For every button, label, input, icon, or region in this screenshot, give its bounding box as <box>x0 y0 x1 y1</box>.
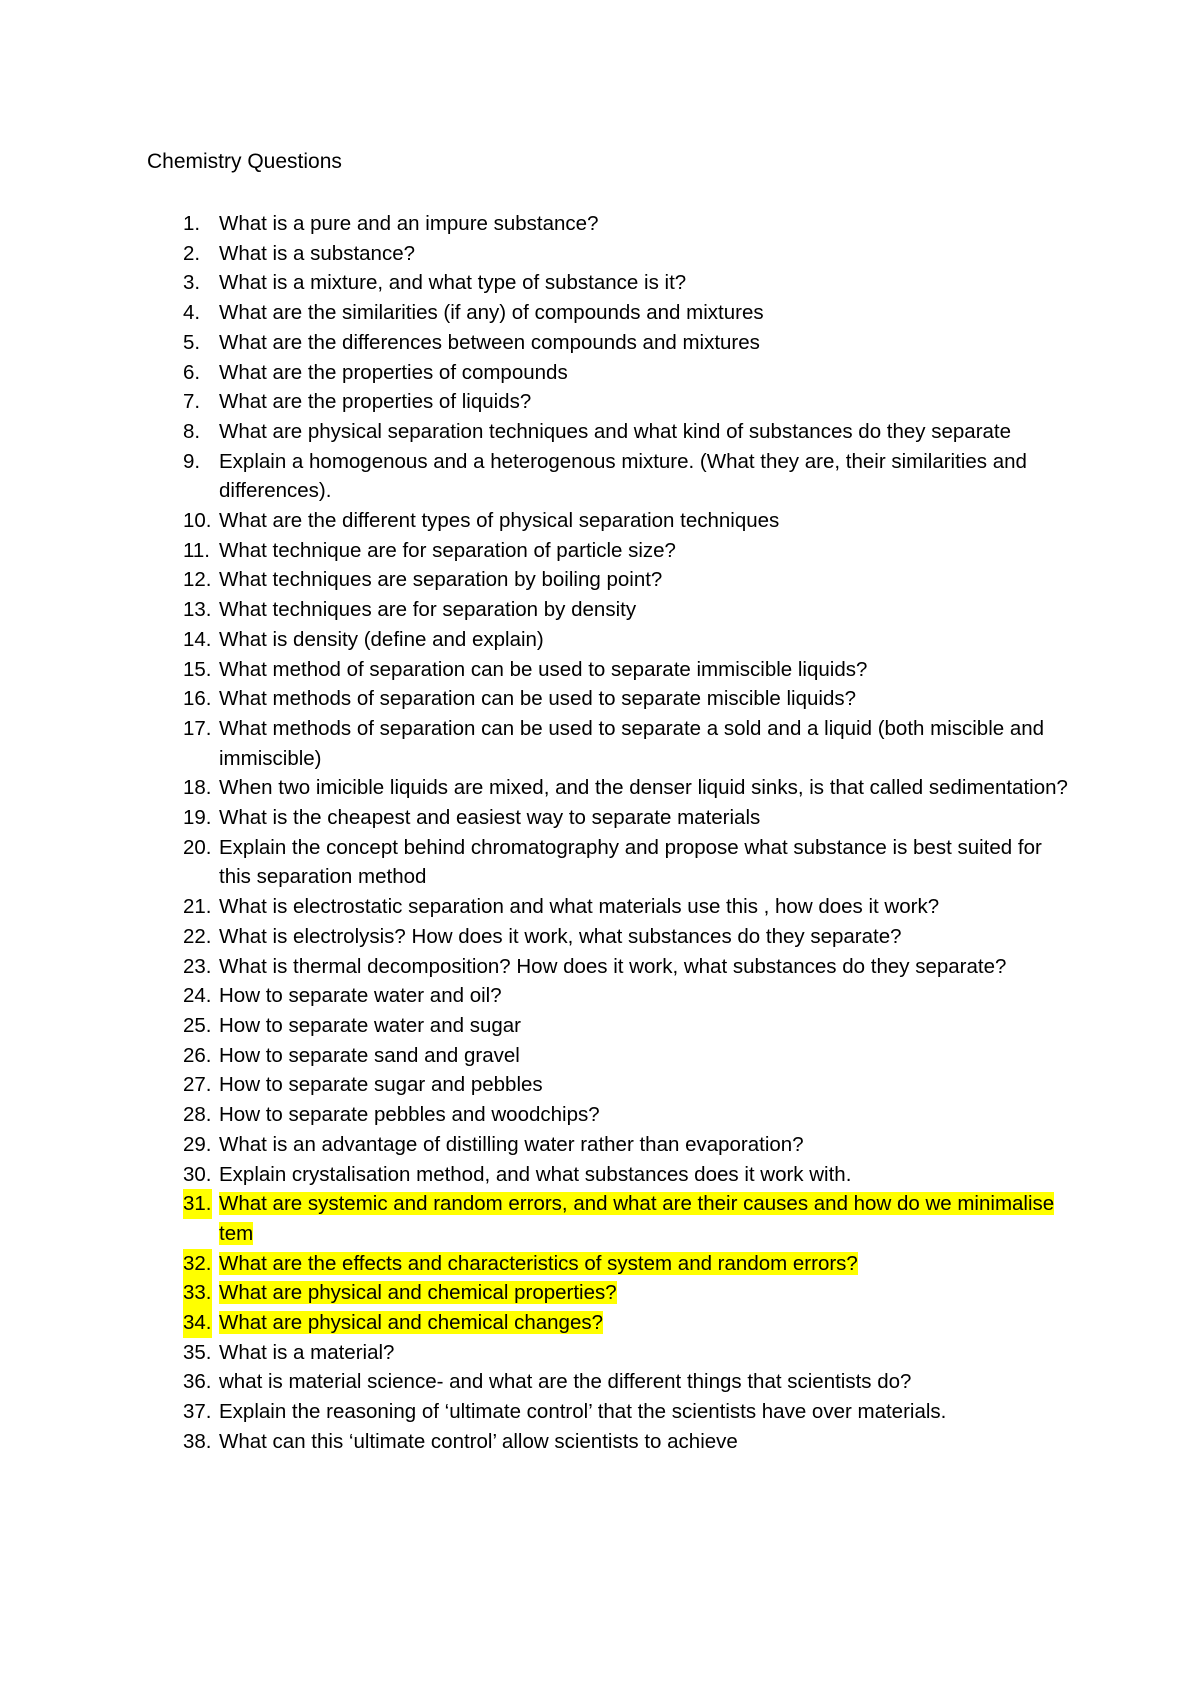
question-item <box>147 1160 1077 1190</box>
question-text: What is the cheapest and easiest way to separate materials <box>219 806 761 830</box>
question-number: 33. <box>183 1278 212 1308</box>
question-number: 11. <box>183 538 210 562</box>
question-text-block <box>219 833 1077 892</box>
question-item <box>147 1338 1077 1368</box>
question-text-block <box>219 684 1077 714</box>
question-text: What is an advantage of distilling water rather than evaporation? <box>219 1132 804 1156</box>
question-text-block <box>219 387 1077 417</box>
question-number: 24. <box>183 984 212 1008</box>
question-text: Explain a homogenous and a heterogenous mixture. (What they are, their similarities and differences). <box>219 449 1027 503</box>
question-item <box>147 714 1077 773</box>
question-text: What technique are for separation of particle size? <box>219 538 676 562</box>
question-text-block <box>219 1397 1077 1427</box>
question-item <box>147 1011 1077 1041</box>
question-text-block <box>219 447 1077 506</box>
question-text-block <box>219 239 1077 269</box>
question-item <box>147 1308 1077 1338</box>
question-item <box>147 1278 1077 1308</box>
question-text: How to separate water and sugar <box>219 1013 521 1037</box>
question-item <box>147 1041 1077 1071</box>
question-text: What is thermal decomposition? How does it work, what substances do they separate? <box>219 954 1007 978</box>
question-text: How to separate sand and gravel <box>219 1043 520 1067</box>
question-item <box>147 387 1077 417</box>
question-text: What are the properties of compounds <box>219 360 568 384</box>
question-text-block <box>219 209 1077 239</box>
question-text: What are the different types of physical separation techniques <box>219 509 780 533</box>
question-number: 20. <box>183 835 212 859</box>
question-text-block <box>219 1189 1077 1248</box>
question-text-block <box>219 1041 1077 1071</box>
question-item <box>147 239 1077 269</box>
question-text: What techniques are for separation by density <box>219 598 637 622</box>
question-item <box>147 1100 1077 1130</box>
question-item <box>147 1249 1077 1279</box>
question-text: Explain the concept behind chromatography and propose what substance is best suited for this separation method <box>219 835 1042 889</box>
question-item <box>147 1367 1077 1397</box>
question-number: 28. <box>183 1103 212 1127</box>
question-number: 23. <box>183 954 212 978</box>
question-text: What are the similarities (if any) of compounds and mixtures <box>219 301 764 325</box>
question-number: 18. <box>183 776 212 800</box>
question-item <box>147 298 1077 328</box>
question-text-block <box>219 1130 1077 1160</box>
question-item <box>147 892 1077 922</box>
question-text: How to separate pebbles and woodchips? <box>219 1103 600 1127</box>
question-text-block <box>219 268 1077 298</box>
question-item <box>147 1070 1077 1100</box>
question-text-block <box>219 417 1077 447</box>
question-text-block <box>219 1011 1077 1041</box>
question-text: What are the differences between compounds and mixtures <box>219 330 760 354</box>
question-text-block <box>219 714 1077 773</box>
question-text: What is electrolysis? How does it work, what substances do they separate? <box>219 924 902 948</box>
question-number: 27. <box>183 1073 212 1097</box>
question-number: 37. <box>183 1400 212 1424</box>
question-item <box>147 1130 1077 1160</box>
question-text-block <box>219 1100 1077 1130</box>
question-number: 15. <box>183 657 212 681</box>
question-text-block <box>219 1367 1077 1397</box>
question-item <box>147 447 1077 506</box>
question-text: How to separate water and oil? <box>219 984 502 1008</box>
question-text-block <box>219 803 1077 833</box>
question-number: 25. <box>183 1013 212 1037</box>
document-title: Chemistry Questions <box>147 150 342 173</box>
question-text-block <box>219 358 1077 388</box>
question-number: 2. <box>183 241 201 265</box>
question-text: What methods of separation can be used to separate a sold and a liquid (both miscible and immiscible) <box>219 716 1045 770</box>
question-number: 6. <box>183 360 201 384</box>
question-item <box>147 506 1077 536</box>
question-number: 3. <box>183 271 201 295</box>
question-number: 26. <box>183 1043 212 1067</box>
question-text-block <box>219 1278 1077 1308</box>
question-item <box>147 684 1077 714</box>
question-number: 34. <box>183 1308 212 1338</box>
question-number: 14. <box>183 627 212 651</box>
question-text-block <box>219 565 1077 595</box>
question-number: 4. <box>183 301 201 325</box>
question-number: 35. <box>183 1340 212 1364</box>
question-text: What methods of separation can be used to separate miscible liquids? <box>219 687 857 711</box>
question-text-block <box>219 506 1077 536</box>
question-item <box>147 358 1077 388</box>
question-text: What is a substance? <box>219 241 415 265</box>
question-item <box>147 773 1077 803</box>
question-text-block <box>219 1308 1077 1338</box>
question-list <box>147 209 1077 1457</box>
question-text: What is a mixture, and what type of substance is it? <box>219 271 687 295</box>
question-text-block <box>219 892 1077 922</box>
question-item <box>147 922 1077 952</box>
question-number: 21. <box>183 895 212 919</box>
question-number: 9. <box>183 449 201 473</box>
question-number: 13. <box>183 598 212 622</box>
question-text: How to separate sugar and pebbles <box>219 1073 543 1097</box>
question-text: What are the properties of liquids? <box>219 390 532 414</box>
question-item <box>147 1397 1077 1427</box>
question-number: 30. <box>183 1162 212 1186</box>
question-text: What are physical and chemical changes? <box>219 1311 604 1335</box>
question-text-block <box>219 922 1077 952</box>
question-number: 32. <box>183 1249 212 1279</box>
question-number: 29. <box>183 1132 212 1156</box>
question-number: 36. <box>183 1370 212 1394</box>
question-text: What can this ‘ultimate control’ allow scientists to achieve <box>219 1429 738 1453</box>
question-item <box>147 803 1077 833</box>
question-number: 7. <box>183 390 201 414</box>
question-text-block <box>219 981 1077 1011</box>
question-text-block <box>219 655 1077 685</box>
question-item <box>147 1189 1077 1248</box>
question-text-block <box>219 1160 1077 1190</box>
question-item <box>147 981 1077 1011</box>
question-item <box>147 1427 1077 1457</box>
question-number: 16. <box>183 687 212 711</box>
question-text: What are physical separation techniques and what kind of substances do they separate <box>219 419 1012 443</box>
question-text: What is a pure and an impure substance? <box>219 212 599 235</box>
question-text-block <box>219 952 1077 982</box>
question-text: What are the effects and characteristics of system and random errors? <box>219 1251 858 1275</box>
question-item <box>147 625 1077 655</box>
question-text-block <box>219 328 1077 358</box>
question-number: 12. <box>183 568 212 592</box>
question-item <box>147 952 1077 982</box>
question-number: 31. <box>183 1189 212 1219</box>
question-text: Explain crystalisation method, and what substances does it work with. <box>219 1162 852 1186</box>
question-text: What is a material? <box>219 1340 395 1364</box>
question-text: What techniques are separation by boiling point? <box>219 568 663 592</box>
question-text-block <box>219 536 1077 566</box>
question-text-block <box>219 298 1077 328</box>
question-text: what is material science- and what are the different things that scientists do? <box>219 1370 912 1394</box>
question-text-block <box>219 1427 1077 1457</box>
question-text-block <box>219 1338 1077 1368</box>
question-text: What is density (define and explain) <box>219 627 544 651</box>
question-text-block <box>219 625 1077 655</box>
question-item <box>147 565 1077 595</box>
question-number: 38. <box>183 1429 212 1453</box>
question-item <box>147 595 1077 625</box>
question-number: 17. <box>183 716 212 740</box>
question-text-block <box>219 1070 1077 1100</box>
question-text-block <box>219 773 1077 803</box>
question-number: 10. <box>183 509 212 533</box>
question-number: 1. <box>183 212 201 235</box>
question-item <box>147 417 1077 447</box>
question-text: What is electrostatic separation and what materials use this , how does it work? <box>219 895 940 919</box>
question-text: What are systemic and random errors, and what are their causes and how do we minimalise tem <box>219 1192 1055 1245</box>
question-item <box>147 536 1077 566</box>
question-number: 19. <box>183 806 212 830</box>
question-item <box>147 209 1077 239</box>
question-text: Explain the reasoning of ‘ultimate control’ that the scientists have over materials. <box>219 1400 947 1424</box>
question-number: 8. <box>183 419 201 443</box>
question-item <box>147 268 1077 298</box>
question-text-block <box>219 595 1077 625</box>
question-text: When two imicible liquids are mixed, and the denser liquid sinks, is that called sedimentation? <box>219 776 1068 800</box>
question-number: 5. <box>183 330 201 354</box>
question-number: 22. <box>183 924 212 948</box>
question-item <box>147 655 1077 685</box>
question-item <box>147 833 1077 892</box>
question-item <box>147 328 1077 358</box>
question-text-block <box>219 1249 1077 1279</box>
question-text: What method of separation can be used to separate immiscible liquids? <box>219 657 868 681</box>
question-text: What are physical and chemical properties? <box>219 1281 617 1305</box>
